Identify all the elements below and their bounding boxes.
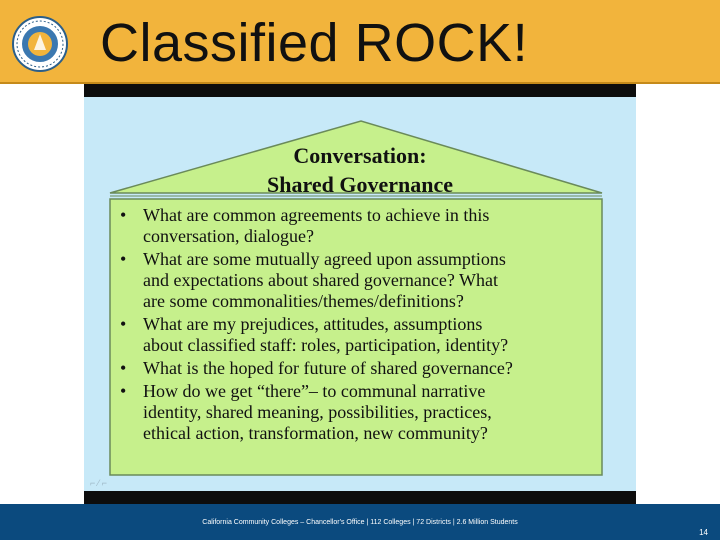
bullet-line: What are some mutually agreed upon assumptions (143, 249, 506, 269)
bullet-dot-icon: • (120, 381, 127, 401)
bullet-item (116, 314, 594, 356)
page-title: Classified ROCK! (100, 13, 529, 73)
bullet-item (116, 205, 594, 247)
page-number: 14 (699, 528, 708, 537)
bullet-item (116, 249, 594, 312)
bullet-line: and expectations about shared governance? What (143, 270, 499, 290)
slide-heading-line1: Conversation: (293, 143, 427, 168)
bullet-line: What are my prejudices, attitudes, assumptions (143, 314, 483, 334)
bullet-line: What are common agreements to achieve in this (143, 205, 490, 225)
bullet-line: How do we get “there”– to communal narrative (143, 381, 486, 401)
bullet-item (116, 358, 594, 379)
bullet-line: identity, shared meaning, possibilities, practices, (143, 402, 492, 422)
bullet-list (116, 205, 594, 446)
slide-image (84, 97, 636, 491)
slide-heading-line2: Shared Governance (267, 172, 453, 197)
bullet-line: about classified staff: roles, participation, identity? (143, 335, 509, 355)
slide-content-area (84, 84, 636, 504)
bullet-dot-icon: • (120, 249, 127, 269)
california-community-colleges-seal-icon (12, 16, 68, 72)
slide-header (0, 0, 720, 84)
watermark: ⌐ ⁄ ⌐ (90, 478, 108, 488)
bullet-line: are some commonalities/themes/definitions? (143, 291, 464, 311)
bullet-dot-icon: • (120, 358, 127, 378)
bullet-line: ethical action, transformation, new community? (143, 423, 488, 443)
bullet-line: What is the hoped for future of shared governance? (143, 358, 513, 378)
slide-footer (0, 504, 720, 540)
bullet-item (116, 381, 594, 444)
bullet-line: conversation, dialogue? (143, 226, 314, 246)
bullet-dot-icon: • (120, 205, 127, 225)
bullet-dot-icon: • (120, 314, 127, 334)
footer-text: California Community Colleges – Chancellor's Office | 112 Colleges | 72 Districts | 2.6 Million Students (202, 519, 518, 526)
